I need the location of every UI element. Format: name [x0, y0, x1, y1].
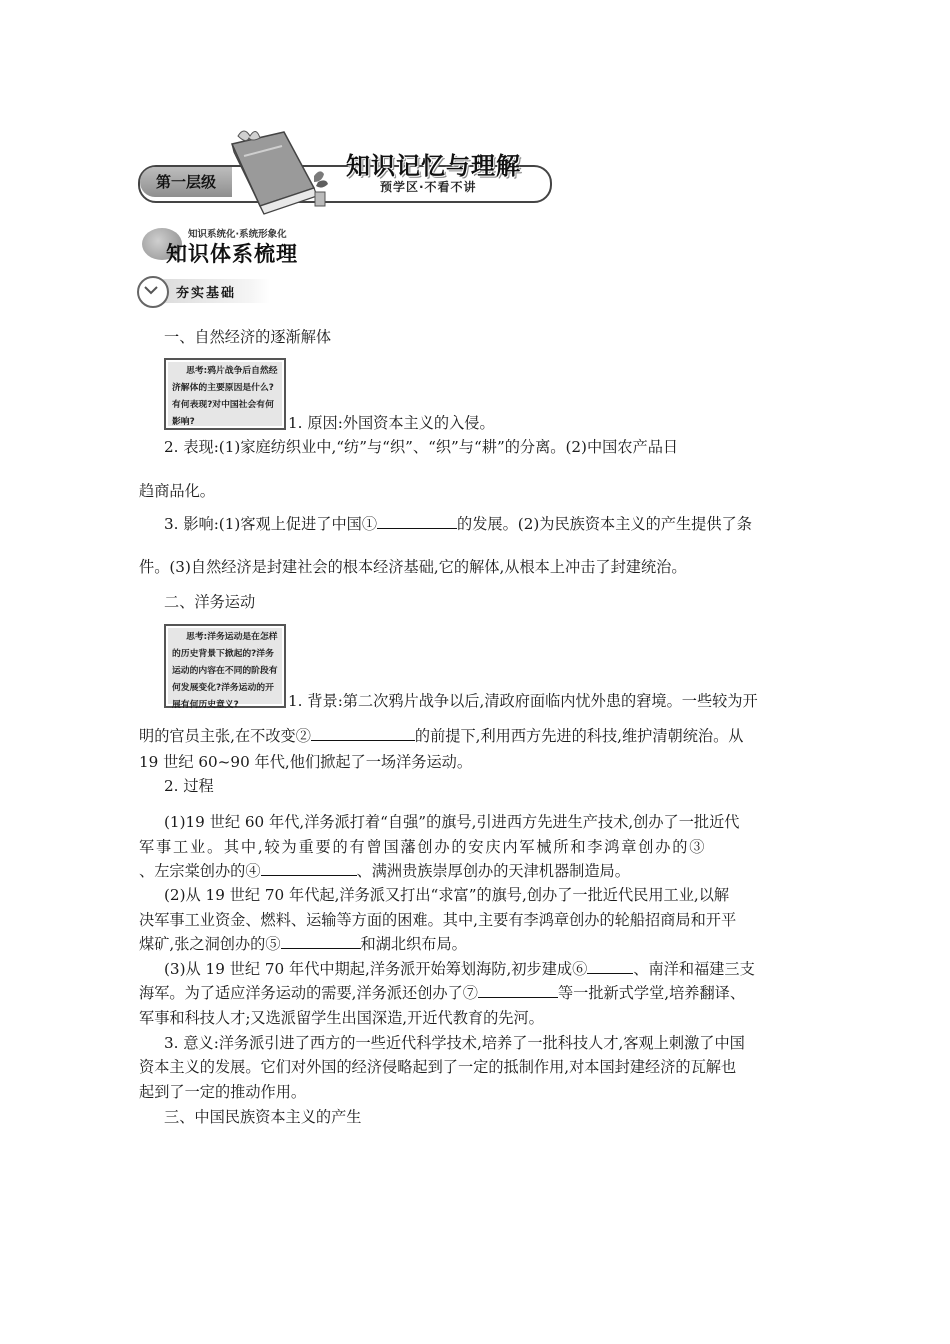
blank-2[interactable] — [311, 725, 415, 741]
think-box-1: 思考:鸦片战争后自然经济解体的主要原因是什么?有何表现?对中国社会有何影响? — [164, 358, 286, 430]
blank-5[interactable] — [281, 933, 361, 949]
blank-1[interactable] — [377, 513, 457, 529]
paragraph-manifestation: 2. 表现:(1)家庭纺织业中,“纺”与“织”、“织”与“耕”的分离。(2)中国农产品日 — [164, 438, 679, 456]
process-line-7-a: (3)从 19 世纪 70 年代中期起,洋务派开始筹划海防,初步建成⑥ — [164, 960, 588, 978]
process-line-2 — [139, 836, 706, 858]
tab-label: 夯实基础 — [176, 286, 237, 301]
paragraph-cause: 1. 原因:外国资本主义的入侵。 — [288, 414, 495, 432]
paragraph-background: 1. 背景:第二次鸦片战争以后,清政府面临内忧外患的窘境。一些较为开 — [288, 692, 758, 710]
heading-2: 二、洋务运动 — [164, 593, 256, 611]
process-line-8 — [139, 982, 745, 1004]
process-line-8-a: 海军。为了适应洋务运动的需要,洋务派还创办了⑦ — [139, 984, 478, 1002]
background-text-b: 的前提下,利用西方先进的科技,维护清朝统治。从 — [414, 727, 744, 745]
process-line-3-a: 、左宗棠创办的④ — [139, 862, 261, 880]
section-tagline: 知识系统化·系统形象化 — [188, 229, 287, 240]
process-line-3-b: 、满洲贵族崇厚创办的天津机器制造局。 — [356, 862, 630, 880]
paragraph-background-cont — [139, 725, 743, 747]
blank-7[interactable] — [478, 982, 558, 998]
process-line-8-b: 等一批新式学堂,培养翻译、 — [557, 984, 746, 1002]
significance-line-3: 起到了一定的推动作用。 — [139, 1083, 307, 1101]
paragraph-impact-cont: 件。(3)自然经济是封建社会的根本经济基础,它的解体,从根本上冲击了封建统治。 — [139, 558, 687, 576]
blank-6[interactable] — [587, 958, 633, 974]
banner-title: 知识记忆与理解 — [346, 152, 521, 180]
chevron-down-icon — [137, 276, 169, 308]
process-line-5: 决军事工业资金、燃料、运输等方面的困难。其中,主要有李鸿章创办的轮船招商局和开平 — [139, 911, 737, 929]
process-line-7 — [164, 958, 755, 980]
significance-line-2: 资本主义的发展。它们对外国的经济侵略起到了一定的抵制作用,对本国封建经济的瓦解也 — [139, 1058, 737, 1076]
book-illustration-icon — [222, 126, 332, 216]
banner-subtitle: 预学区·不看不讲 — [380, 180, 477, 194]
process-line-6 — [139, 933, 467, 955]
heading-3: 三、中国民族资本主义的产生 — [164, 1108, 362, 1126]
significance-line-1: 3. 意义:洋务派引进了西方的一些近代科学技术,培养了一批科技人才,客观上刺激了中国 — [164, 1034, 745, 1052]
process-line-3 — [139, 860, 630, 882]
impact-text-b: 的发展。(2)为民族资本主义的产生提供了条 — [457, 515, 752, 533]
section-title: 知识体系梳理 — [166, 242, 298, 266]
paragraph-background-end: 19 世纪 60~90 年代,他们掀起了一场洋务运动。 — [139, 753, 473, 771]
process-line-2-text: 军事工业。其中,较为重要的有曾国藩创办的安庆内军械所和李鸿章创办的③ — [139, 838, 707, 856]
process-line-1: (1)19 世纪 60 年代,洋务派打着“自强”的旗号,引进西方先进生产技术,创办了一批近代 — [164, 813, 740, 831]
paragraph-manifestation-cont: 趋商品化。 — [139, 482, 215, 500]
process-line-6-b: 和湖北织布局。 — [360, 935, 467, 953]
level-label: 第一层级 — [140, 167, 232, 197]
think-box-2: 思考:洋务运动是在怎样的历史背景下掀起的?洋务运动的内容在不同的阶段有何发展变化?洋务运动的开展有何历史意义? — [164, 624, 286, 708]
impact-text-a: 3. 影响:(1)客观上促进了中国① — [164, 515, 378, 533]
process-line-4: (2)从 19 世纪 70 年代起,洋务派又打出“求富”的旗号,创办了一批近代民用工业,以解 — [164, 886, 730, 904]
heading-process: 2. 过程 — [164, 777, 214, 795]
process-line-9: 军事和科技人才;又选派留学生出国深造,开近代教育的先河。 — [139, 1009, 544, 1027]
heading-1: 一、自然经济的逐渐解体 — [164, 328, 332, 346]
process-line-6-a: 煤矿,张之洞创办的⑤ — [139, 935, 281, 953]
background-text-a: 明的官员主张,在不改变② — [139, 727, 311, 745]
blank-4[interactable] — [261, 860, 357, 876]
paragraph-impact — [164, 513, 752, 535]
process-line-7-b: 、南洋和福建三支 — [633, 960, 755, 978]
